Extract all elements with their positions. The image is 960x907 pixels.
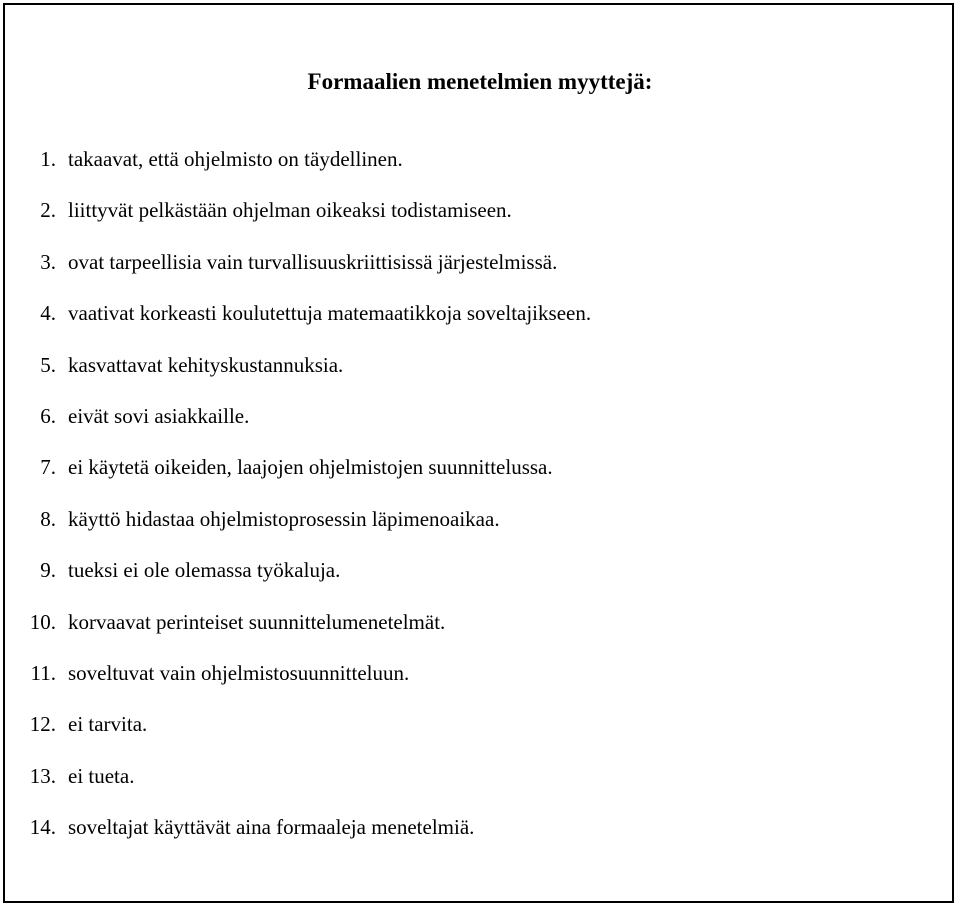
- item-text: liittyvät pelkästään ohjelman oikeaksi todistamiseen.: [68, 198, 512, 223]
- item-number: 10.: [29, 609, 56, 634]
- item-number: 14.: [29, 815, 56, 840]
- item-number: 11.: [30, 660, 56, 685]
- item-text: vaativat korkeasti koulutettuja matemaatikkoja soveltajikseen.: [68, 301, 592, 326]
- list-item: [0, 145, 940, 196]
- list-item: [0, 299, 940, 350]
- item-text: eivät sovi asiakkaille.: [68, 403, 250, 428]
- myth-list: [0, 145, 940, 864]
- item-text: takaavat, että ohjelmisto on täydellinen.: [68, 147, 403, 171]
- list-item: [0, 608, 940, 659]
- item-number: 1.: [40, 147, 56, 171]
- item-number: 9.: [40, 558, 56, 583]
- item-text: ei tarvita.: [68, 712, 148, 737]
- list-item: [0, 762, 940, 813]
- item-number: 12.: [29, 712, 56, 737]
- list-item: [0, 505, 940, 556]
- list-item: [0, 402, 940, 453]
- item-number: 4.: [40, 301, 56, 326]
- list-item: [0, 453, 940, 504]
- item-number: 8.: [40, 506, 56, 531]
- item-number: 13.: [29, 763, 56, 788]
- item-number: 7.: [40, 455, 56, 480]
- list-item: [0, 710, 940, 761]
- item-text: tueksi ei ole olemassa työkaluja.: [68, 558, 341, 583]
- item-number: 3.: [40, 249, 56, 274]
- item-text: ei käytetä oikeiden, laajojen ohjelmistojen suunnittelussa.: [68, 455, 553, 480]
- item-text: ei tueta.: [68, 763, 135, 788]
- list-item: [0, 351, 940, 402]
- list-item: [0, 659, 940, 710]
- list-item: [0, 556, 940, 607]
- item-text: korvaavat perinteiset suunnittelumenetelmät.: [68, 609, 446, 634]
- item-text: soveltuvat vain ohjelmistosuunnitteluun.: [68, 660, 410, 685]
- item-text: kasvattavat kehityskustannuksia.: [68, 352, 344, 377]
- item-number: 5.: [40, 352, 56, 377]
- item-text: käyttö hidastaa ohjelmistoprosessin läpimenoaikaa.: [68, 506, 500, 531]
- item-number: 2.: [40, 198, 56, 223]
- list-item: [0, 248, 940, 299]
- item-text: ovat tarpeellisia vain turvallisuuskriittisissä järjestelmissä.: [68, 249, 558, 274]
- list-item: [0, 813, 940, 864]
- page-title: Formaalien menetelmien myyttejä:: [307, 69, 653, 94]
- list-item: [0, 196, 940, 247]
- item-text: soveltajat käyttävät aina formaaleja menetelmiä.: [68, 815, 475, 840]
- item-number: 6.: [40, 403, 56, 428]
